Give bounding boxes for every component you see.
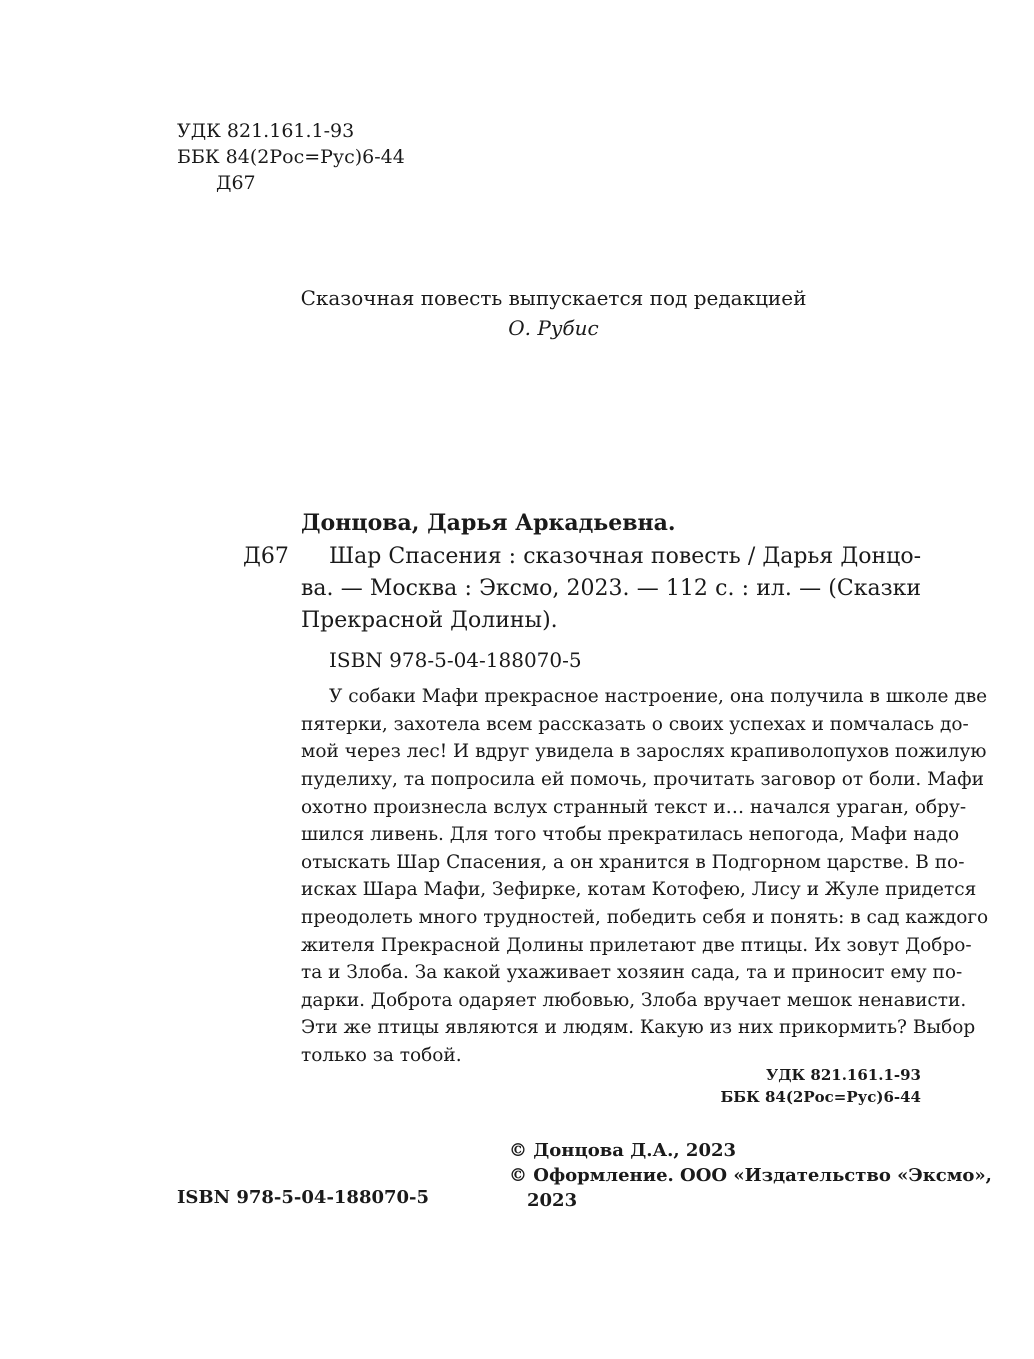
- annotation-line-13: Эти же птицы являются и людям. Какую из них прикормить? Выбор: [301, 1017, 976, 1038]
- annotation-line-4: пуделиху, та попросила ей помочь, прочитать заговор от боли. Мафи: [301, 769, 984, 790]
- annotation-line-9: преодолеть много трудностей, победить себя и понять: в сад каждого: [301, 907, 989, 928]
- editor-note-line: Сказочная повесть выпускается под редакцией: [300, 286, 807, 310]
- annotation-line-10: жителя Прекрасной Долины прилетают две птицы. Их зовут Добро-: [301, 935, 972, 956]
- copyright-author: © Донцова Д.А., 2023: [509, 1140, 737, 1161]
- udk-code-bottom: УДК 821.161.1-93: [766, 1066, 921, 1084]
- annotation-line-2: пятерки, захотела всем рассказать о своих успехах и помчалась до-: [301, 714, 969, 735]
- annotation-line-11: та и Злоба. За какой ухаживает хозяин сада, та и приносит ему по-: [301, 962, 963, 983]
- annotation-line-1: У собаки Мафи прекрасное настроение, она получила в школе две: [329, 686, 988, 707]
- copyright-design: © Оформление. ООО «Издательство «Эксмо»,: [509, 1165, 992, 1186]
- bbk-code-top: ББК 84(2Рос=Рус)6-44: [177, 146, 405, 168]
- annotation-line-14: только за тобой.: [301, 1045, 462, 1066]
- catalog-line-3: Прекрасной Долины).: [301, 608, 558, 633]
- isbn-bottom: ISBN 978-5-04-188070-5: [177, 1187, 430, 1208]
- copyright-year: 2023: [527, 1190, 578, 1211]
- catalog-line-2: ва. — Москва : Эксмо, 2023. — 112 с. : ил. — (Сказки: [301, 576, 921, 601]
- annotation-line-6: шился ливень. Для того чтобы прекратилась непогода, Мафи надо: [301, 824, 960, 845]
- annotation-line-7: отыскать Шар Спасения, а он хранится в Подгорном царстве. В по-: [301, 852, 965, 873]
- annotation-line-12: дарки. Доброта одаряет любовью, Злоба вручает мешок ненависти.: [301, 990, 967, 1011]
- catalog-line-1: Шар Спасения : сказочная повесть / Дарья Донцо-: [329, 544, 921, 569]
- annotation-line-3: мой через лес! И вдруг увидела в зарослях крапиволопухов пожилую: [301, 741, 987, 762]
- catalog-isbn: ISBN 978-5-04-188070-5: [329, 648, 582, 672]
- bbk-code-bottom: ББК 84(2Рос=Рус)6-44: [720, 1088, 921, 1106]
- author-code-top: Д67: [216, 172, 256, 194]
- catalog-author: Донцова, Дарья Аркадьевна.: [301, 510, 676, 536]
- udk-code-top: УДК 821.161.1-93: [177, 120, 355, 142]
- editor-name: О. Рубис: [508, 316, 599, 340]
- catalog-code: Д67: [243, 544, 289, 569]
- annotation-line-5: охотно произнесла вслух странный текст и… начался ураган, обру-: [301, 797, 967, 818]
- annotation-line-8: исках Шара Мафи, Зефирке, котам Котофею, Лису и Жуле придется: [301, 879, 977, 900]
